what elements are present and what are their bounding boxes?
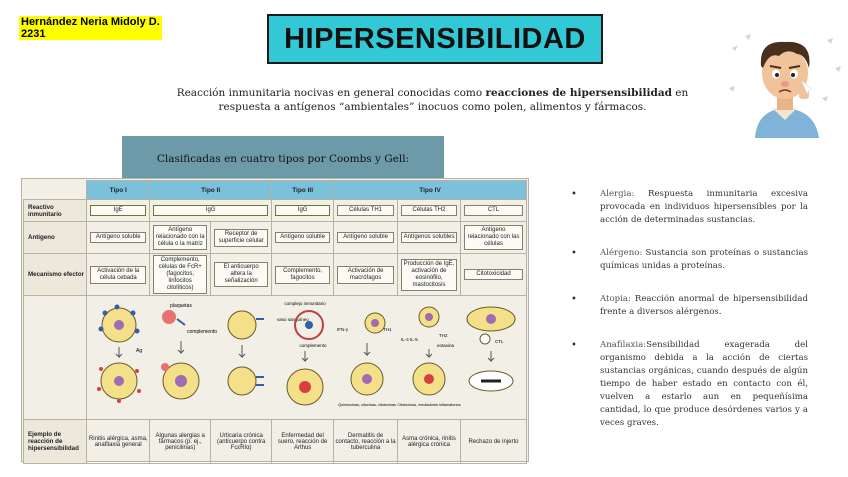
type-ii-complement-diagram [161, 303, 217, 399]
antigeno-cell: Antígeno soluble [337, 232, 394, 243]
reactivo-cell: IgE [90, 205, 146, 216]
ejemplo-cell: Algunas alergias a fármacos (p. ej., penicilinas) [150, 420, 211, 464]
antigeno-cell: Antígenos solubles [401, 232, 457, 243]
label-vaso: vaso sanguíneo [277, 316, 310, 322]
intro-text-end: en respuesta a antígenos “ambientales” inocuos como polen, alimentos y fármacos. [218, 87, 689, 113]
type-i-diagram [97, 304, 142, 403]
ejemplo-cell: Rechazo de injerto [460, 420, 526, 464]
term-anafilaxia: Anafilaxia: [600, 340, 647, 350]
definition-alergia [571, 188, 808, 227]
row-label-antigeno: Antígeno [24, 222, 87, 254]
label-il: IL-4 IL-5 [401, 336, 419, 342]
term-atopia: Atopia: [600, 294, 631, 304]
label-complemento2: complemento [299, 342, 327, 348]
antigeno-cell: Antígeno soluble [90, 232, 146, 243]
definitions-list [571, 188, 808, 430]
type-iv-th1-diagram [337, 313, 396, 407]
type-iv-th2-diagram [398, 307, 461, 407]
label-complemento: complemento [187, 328, 218, 335]
row-label-ejemplo: Ejemplo de reacción de hipersensibilidad [24, 420, 87, 464]
type-ii-receptor-diagram [228, 311, 264, 395]
row-label-mecanismo: Mecanismo efector [24, 254, 87, 296]
mecanismo-cell: Complemento, células de FcR+ (fagocitos, linfocitos citolíticos) [153, 255, 207, 294]
definition-anafilaxia-text: Sensibilidad exagerada del organismo debida a la acción de ciertas sustancias orgánicas, cuando después de algún tiempo de haber estado en contacto con él, vuelven a estarlo aun en pequeñísima cantidad, lo que produce desórdenes varios y a veces graves. [600, 340, 808, 428]
intro-text-start: Reacción inmunitaria nocivas en general conocidas como [176, 87, 486, 99]
ejemplo-cell: Rinitis alérgica, asma, anafilaxia general [87, 420, 150, 464]
mechanism-diagrams [87, 297, 525, 419]
ejemplo-cell: Enfermedad del suero, reacción de Arthus [272, 420, 334, 464]
reactivo-cell: IgG [153, 205, 268, 216]
header-type-iii: Tipo III [272, 181, 334, 200]
definition-atopia-text: Reacción anormal de hipersensibilidad frente a diversos alérgenos. [600, 294, 808, 317]
author-name: Hernández Neria Midoly D. [21, 16, 160, 28]
label-eotaxina: eotaxina [437, 342, 455, 348]
author-label [19, 16, 162, 40]
type-iv-ctl-diagram [467, 307, 515, 391]
header-type-i: Tipo I [87, 181, 150, 200]
antigeno-cell: Antígeno soluble [275, 232, 330, 243]
definition-atopia [571, 293, 808, 319]
coombs-gell-table [21, 178, 529, 462]
definition-alergeno-text: Sustancia son proteínas o sustancias químicas unidas a proteínas. [600, 248, 808, 271]
reactivo-cell: IgG [275, 205, 330, 216]
mecanismo-cell: Complemento, fagocitos [275, 266, 330, 284]
header-type-ii: Tipo II [150, 181, 272, 200]
antigeno-cell: Receptor de superficie celular [214, 229, 268, 247]
mecanismo-cell: Activación de la célula cebada [90, 266, 146, 284]
definition-anafilaxia [571, 339, 808, 430]
mecanismo-cell: Producción de IgE, activación de eosinófilo, mastocitosis [401, 259, 457, 291]
mecanismo-cell: Activación de macrófagos [337, 266, 394, 284]
intro-bold-term: reacciones de hipersensibilidad [485, 87, 672, 99]
ejemplo-cell: Urticaria crónica (anticuerpo contra FcεRIα) [211, 420, 272, 464]
label-complejo: complejo inmunitario [284, 300, 326, 306]
reactivo-cell: Células TH2 [401, 205, 457, 216]
mecanismo-cell: Citotoxicidad [464, 269, 523, 280]
definition-alergeno [571, 247, 808, 273]
label-quimiocinas: Quimiocinas, citocinas, citotoxinas [338, 402, 397, 407]
label-plaquetas: plaquetas [170, 302, 193, 309]
intro-paragraph [150, 86, 715, 114]
label-th1: TH1 [383, 326, 392, 332]
title-box [267, 14, 603, 64]
row-label-reactivo: Reactivo inmunitario [24, 200, 87, 222]
label-ag: Ag [136, 347, 143, 354]
label-th2: TH2 [439, 332, 448, 338]
header-type-iv: Tipo IV [334, 181, 527, 200]
label-citotoxinas: Citotoxinas, mediadores inflamatorios [397, 402, 461, 407]
reactivo-cell: Células TH1 [337, 205, 394, 216]
author-code: 2231 [21, 28, 46, 40]
label-ifn: IFN-γ [337, 326, 349, 332]
ejemplo-cell: Asma crónica, rinitis alérgica crónica [398, 420, 461, 464]
antigeno-cell: Antígeno relacionado con la célula o la matriz [153, 225, 207, 250]
term-alergeno: Alérgeno: [600, 248, 643, 258]
label-ctl: CTL [495, 338, 504, 344]
term-alergia: Alergia: [600, 189, 635, 199]
page-title: HIPERSENSIBILIDAD [284, 22, 586, 55]
classification-label: Clasificadas en cuatro tipos por Coombs y Gell: [156, 153, 410, 165]
sick-person-illustration [727, 28, 842, 138]
definition-alergia-text: Respuesta inmunitaria excesiva provocada en individuos hipersensibles por la acción de determinadas sustancias. [600, 189, 808, 225]
antigeno-cell: Antígeno relacionado con las células [464, 225, 523, 250]
type-iii-diagram [277, 301, 327, 405]
classification-banner [122, 136, 444, 178]
mecanismo-cell: El anticuerpo altera la señalización [214, 262, 268, 287]
reactivo-cell: CTL [464, 205, 523, 216]
ejemplo-cell: Dermatitis de contacto, reacción a la tuberculina [334, 420, 398, 464]
